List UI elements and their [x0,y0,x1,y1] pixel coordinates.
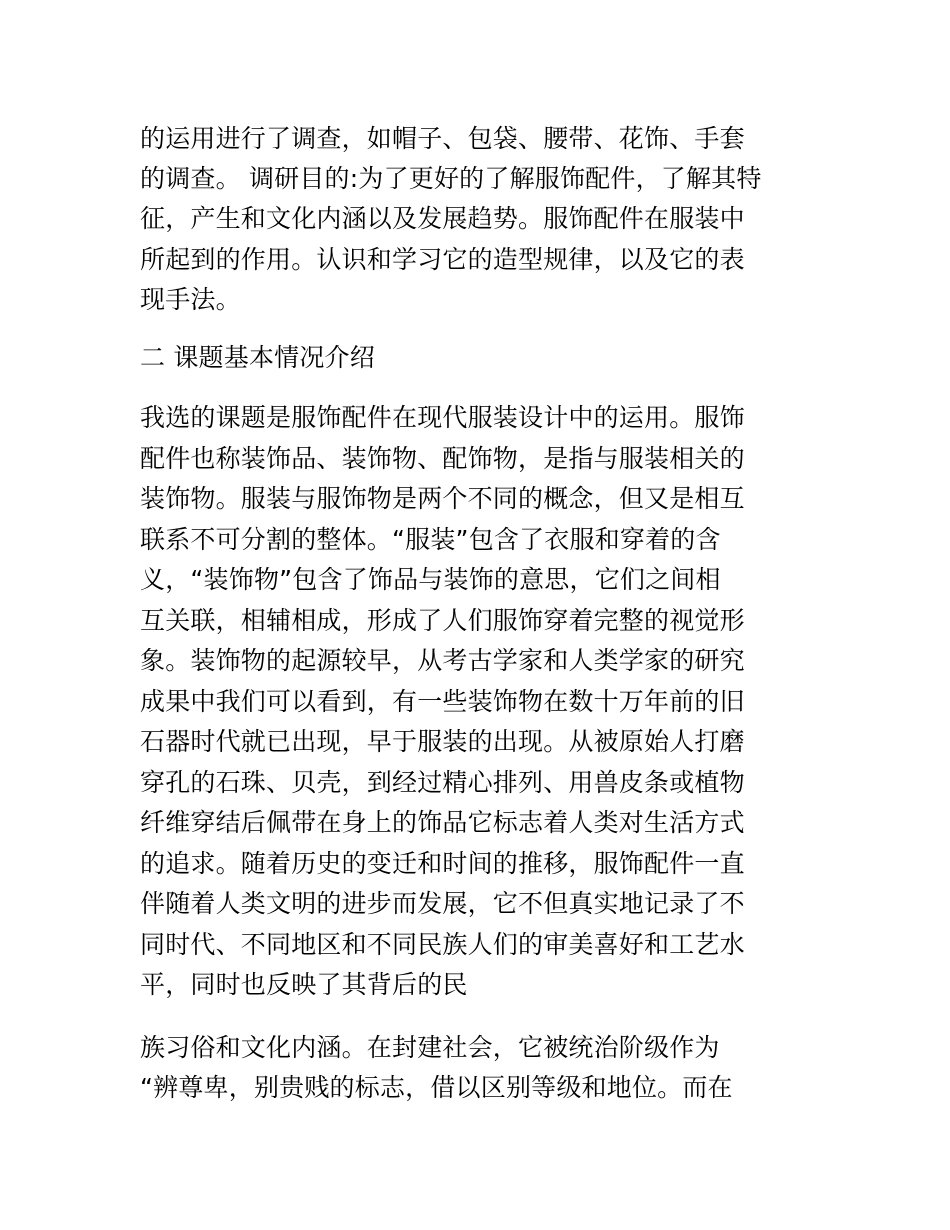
text-line: 的追求。随着历史的变迁和时间的推移，服饰配件一直 [140,849,745,878]
text-line: 现手法。 [140,285,241,314]
text-line: 平，同时也反映了其背后的民 [140,970,468,999]
text-line: 义，“装饰物”包含了饰品与装饰的意思，它们之间相 [140,565,721,594]
text-line: 互关联，相辅相成，形成了人们服饰穿着完整的视觉形 [140,606,745,635]
text-line: 我选的课题是服饰配件在现代服装设计中的运用。服饰 [140,403,745,432]
text-line: 纤维穿结后佩带在身上的饰品它标志着人类对生活方式 [140,808,745,837]
text-line: 联系不可分割的整体。“服装”包含了衣服和穿着的含 [140,525,721,554]
text-line: 伴随着人类文明的进步而发展，它不但真实地记录了不 [140,889,745,918]
text-line: 配件也称装饰品、装饰物、配饰物，是指与服装相关的 [140,444,745,473]
text-line: 象。装饰物的起源较早，从考古学家和人类学家的研究 [140,646,745,675]
text-line: 的调查。 调研目的:为了更好的了解服饰配件，了解其特 [140,164,762,193]
text-line: 征，产生和文化内涵以及发展趋势。服饰配件在服装中 [140,204,745,233]
text-line: 成果中我们可以看到，有一些装饰物在数十万年前的旧 [140,687,745,716]
section-heading: 二 课题基本情况介绍 [140,343,375,372]
text-line: “辨尊卑，别贵贱的标志，借以区别等级和地位。而在 [140,1073,733,1102]
text-line: 装饰物。服装与服饰物是两个不同的概念，但又是相互 [140,484,745,513]
text-line: 所起到的作用。认识和学习它的造型规律，以及它的表 [140,245,745,274]
text-line: 的运用进行了调查，如帽子、包袋、腰带、花饰、手套 [140,124,745,153]
text-line: 穿孔的石珠、贝壳，到经过精心排列、用兽皮条或植物 [140,768,745,797]
text-line: 同时代、不同地区和不同民族人们的审美喜好和工艺水 [140,930,745,959]
text-line: 石器时代就已出现，早于服装的出现。从被原始人打磨 [140,727,745,756]
text-line: 族习俗和文化内涵。在封建社会，它被统治阶级作为 [140,1033,720,1062]
